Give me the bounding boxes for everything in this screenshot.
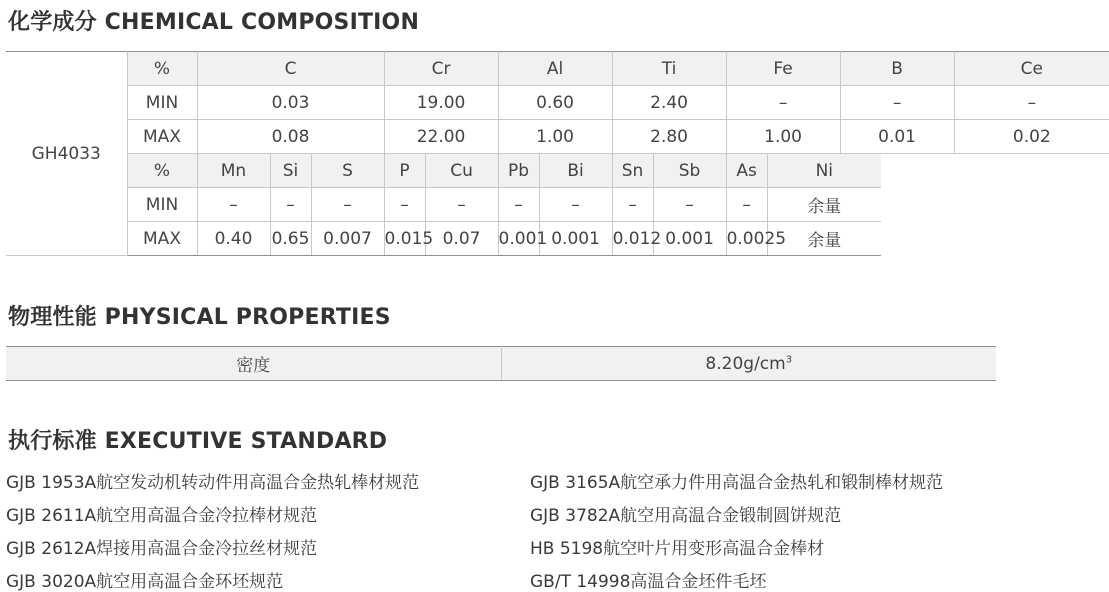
table-cell: 0.007 bbox=[311, 222, 384, 256]
table-cell: 0.001 bbox=[653, 222, 726, 256]
table-cell: 22.00 bbox=[384, 120, 498, 154]
table-row bbox=[6, 52, 1109, 86]
standard-item: GJB 2611A航空用高温合金冷拉棒材规范 bbox=[6, 506, 318, 526]
table-cell: 0.015 bbox=[384, 222, 425, 256]
column-header: Bi bbox=[539, 154, 612, 188]
table-cell: 0.012 bbox=[612, 222, 653, 256]
table-cell: – bbox=[539, 188, 612, 222]
column-header: Fe bbox=[726, 52, 840, 86]
standard-item: GJB 1953A航空发动机转动件用高温合金热轧棒材规范 bbox=[6, 473, 420, 493]
table-cell: – bbox=[726, 188, 767, 222]
table-row bbox=[6, 347, 996, 381]
column-header: Ce bbox=[954, 52, 1109, 86]
table-row bbox=[6, 188, 1109, 222]
density-label: 密度 bbox=[6, 347, 501, 381]
table-cell: 0.07 bbox=[425, 222, 498, 256]
table-row bbox=[6, 222, 1109, 256]
table-cell: – bbox=[653, 188, 726, 222]
standard-item: GJB 2612A焊接用高温合金冷拉丝材规范 bbox=[6, 539, 318, 559]
table-cell: – bbox=[384, 188, 425, 222]
table-row bbox=[6, 120, 1109, 154]
standard-item: GB/T 14998高温合金坯件毛坯 bbox=[530, 572, 767, 592]
column-header: S bbox=[311, 154, 384, 188]
column-header: C bbox=[197, 52, 384, 86]
table-cell: 0.02 bbox=[954, 120, 1109, 154]
alloy-grade-cell: GH4033 bbox=[6, 52, 127, 256]
column-header: As bbox=[726, 154, 767, 188]
column-header: Cr bbox=[384, 52, 498, 86]
column-header: % bbox=[127, 154, 197, 188]
table-cell: 1.00 bbox=[726, 120, 840, 154]
standard-item: GJB 3782A航空用高温合金锻制圆饼规范 bbox=[530, 506, 842, 526]
standard-item: HB 5198航空叶片用变形高温合金棒材 bbox=[530, 539, 825, 559]
table-cell: 2.80 bbox=[612, 120, 726, 154]
table-cell: – bbox=[498, 188, 539, 222]
column-header: B bbox=[840, 52, 954, 86]
table-cell: 0.60 bbox=[498, 86, 612, 120]
table-cell: 0.0025 bbox=[726, 222, 767, 256]
column-header: % bbox=[127, 52, 197, 86]
row-label: MAX bbox=[127, 120, 197, 154]
table-cell: – bbox=[612, 188, 653, 222]
column-header: Sn bbox=[612, 154, 653, 188]
row-label: MIN bbox=[127, 188, 197, 222]
row-label: MAX bbox=[127, 222, 197, 256]
table-cell: 0.08 bbox=[197, 120, 384, 154]
column-header: P bbox=[384, 154, 425, 188]
table-cell: 0.40 bbox=[197, 222, 270, 256]
column-header: Mn bbox=[197, 154, 270, 188]
table-cell: 1.00 bbox=[498, 120, 612, 154]
density-value: 8.20g/cm bbox=[705, 353, 786, 374]
standard-item: GJB 3020A航空用高温合金环坯规范 bbox=[6, 572, 284, 592]
table-row bbox=[6, 86, 1109, 120]
table-row bbox=[6, 154, 1109, 188]
table-cell: – bbox=[726, 86, 840, 120]
table-cell: – bbox=[197, 188, 270, 222]
table-cell: – bbox=[425, 188, 498, 222]
row-label: MIN bbox=[127, 86, 197, 120]
section-title-chemical-composition: 化学成分 CHEMICAL COMPOSITION bbox=[8, 10, 420, 35]
column-header: Ni bbox=[767, 154, 881, 188]
table-cell: 0.001 bbox=[498, 222, 539, 256]
table-cell: – bbox=[311, 188, 384, 222]
table-cell: 余量 bbox=[767, 222, 881, 256]
table-cell: 0.01 bbox=[840, 120, 954, 154]
column-header: Si bbox=[270, 154, 311, 188]
standard-item: GJB 3165A航空承力件用高温合金热轧和锻制棒材规范 bbox=[530, 473, 944, 493]
table-cell: – bbox=[954, 86, 1109, 120]
table-cell: – bbox=[840, 86, 954, 120]
chemical-composition-table bbox=[6, 51, 1109, 256]
physical-properties-table bbox=[6, 346, 996, 381]
density-value-cell bbox=[501, 347, 996, 381]
table-cell: 0.03 bbox=[197, 86, 384, 120]
table-cell: 19.00 bbox=[384, 86, 498, 120]
column-header: Sb bbox=[653, 154, 726, 188]
section-title-executive-standard: 执行标准 EXECUTIVE STANDARD bbox=[8, 429, 388, 454]
column-header: Cu bbox=[425, 154, 498, 188]
table-cell: 余量 bbox=[767, 188, 881, 222]
table-cell: 0.001 bbox=[539, 222, 612, 256]
column-header: Ti bbox=[612, 52, 726, 86]
column-header: Pb bbox=[498, 154, 539, 188]
table-cell: 2.40 bbox=[612, 86, 726, 120]
column-header: Al bbox=[498, 52, 612, 86]
density-unit-superscript: 3 bbox=[785, 353, 793, 365]
table-cell: 0.65 bbox=[270, 222, 311, 256]
section-title-physical-properties: 物理性能 PHYSICAL PROPERTIES bbox=[8, 305, 391, 330]
table-cell: – bbox=[270, 188, 311, 222]
